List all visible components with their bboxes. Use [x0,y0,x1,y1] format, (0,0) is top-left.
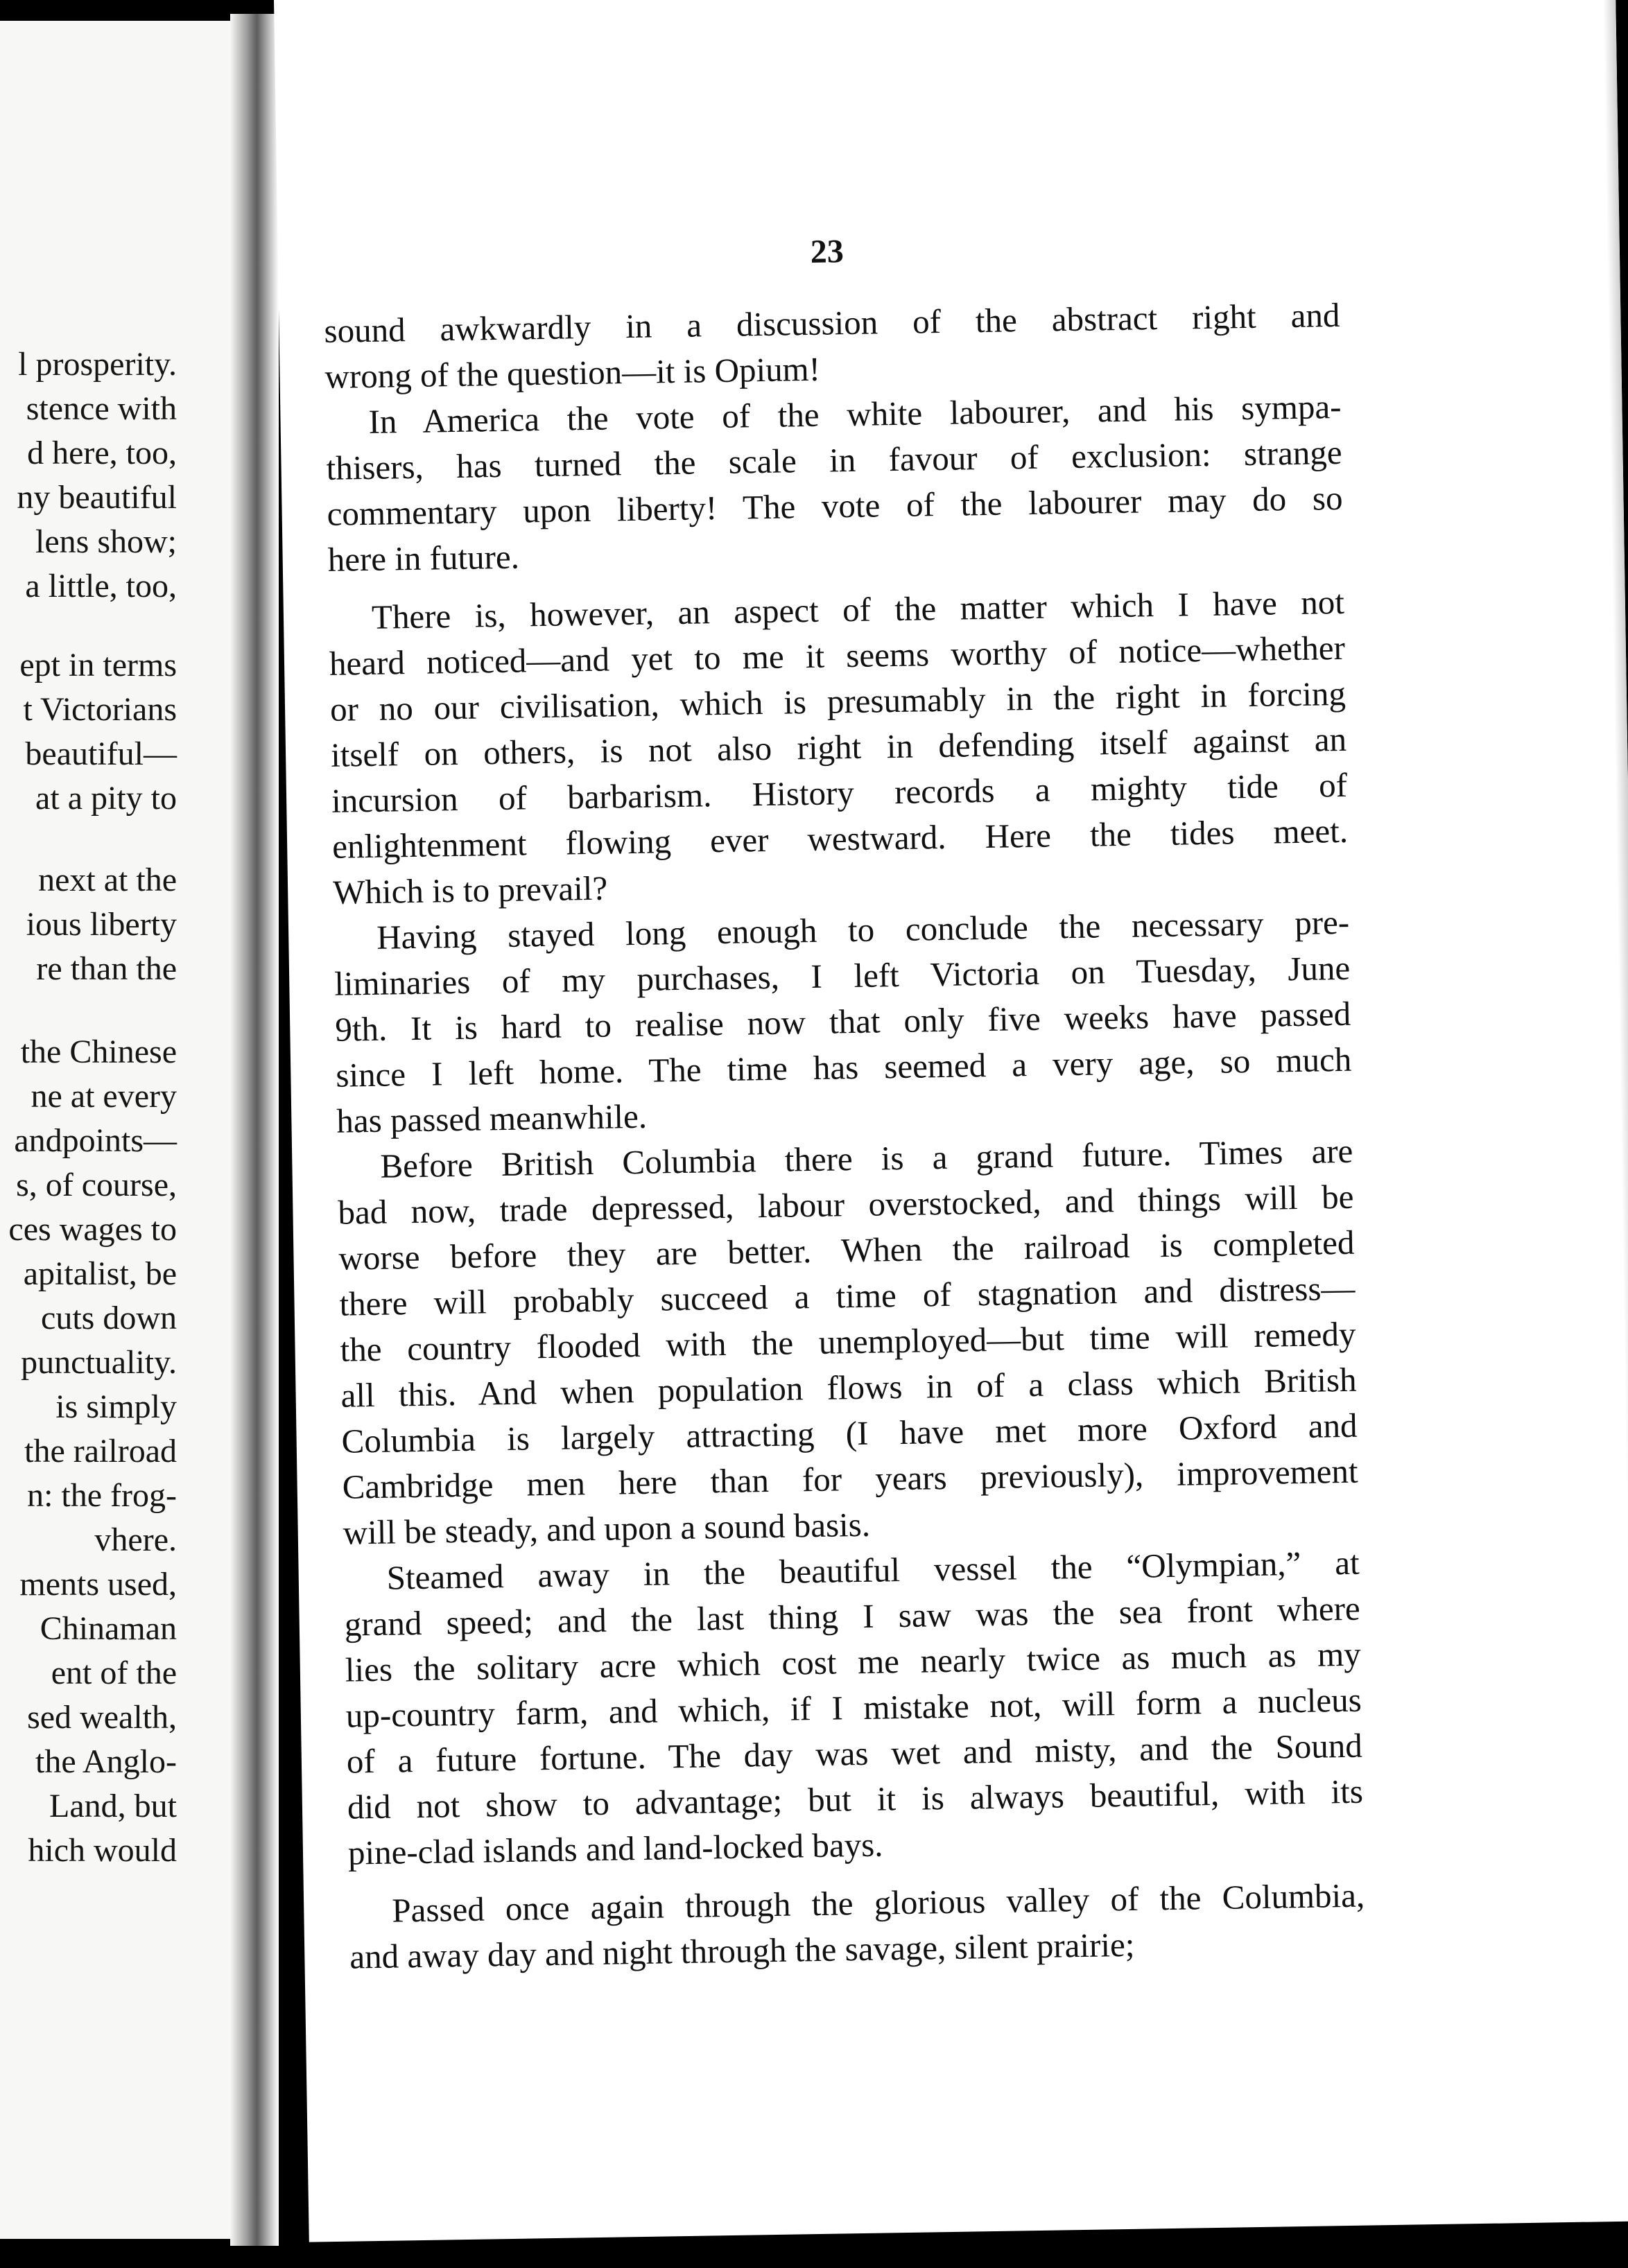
left-page-line: andpoints— [14,1122,177,1159]
left-page-line: ept in terms [19,647,177,683]
text-line: In America the vote of the white labourer, and his sympa- [368,387,1342,441]
left-page-line: Chinaman [40,1610,177,1647]
left-page-line: the Anglo- [35,1743,177,1780]
text-line: up-country farm, and which, if I mistake not, will form a nucleus [345,1680,1362,1735]
text-line: Which is to prevail? [332,869,608,911]
left-page-line: vhere. [94,1521,177,1558]
text-line: itself on others, is not also right in defending itself against an [330,719,1347,774]
page-body-text [324,293,1366,1980]
left-page-line: lens show; [35,523,177,560]
text-line: did not show to advantage; but it is always beautiful, with its [347,1772,1364,1826]
left-page-line: n: the frog- [27,1477,177,1514]
text-line: thisers, has turned the scale in favour of exclusion: strange [326,433,1342,487]
page-edge-shadow [1603,0,1628,2221]
page-number: 23 [810,233,845,270]
text-line: Having stayed long enough to conclude the necessary pre- [376,902,1350,957]
left-page-line: the Chinese [20,1033,177,1070]
left-page-line: ments used, [19,1566,177,1603]
left-page-line: ent of the [51,1655,177,1691]
left-page-line: punctuality. [21,1344,177,1381]
text-line: all this. And when population flows in of a class which British [340,1360,1357,1415]
left-page-line: next at the [38,862,177,898]
left-page-line: ny beautiful [17,479,177,516]
left-page-line: beautiful— [25,735,177,772]
text-line: Steamed away in the beautiful vessel the “Olympian,” at [386,1543,1360,1597]
text-line: there will probably succeed a time of stagnation and distress— [339,1268,1356,1323]
text-line: incursion of barbarism. History records a mighty tide of [331,765,1348,820]
text-line: wrong of the question—it is Opium! [324,349,821,396]
left-page-line: stence with [26,390,177,427]
left-page-line: hich would [28,1832,177,1869]
text-line: Cambridge men here than for years previously), improvement [342,1451,1358,1506]
text-line: heard noticed—and yet to me it seems worthy of notice—whether [329,628,1346,683]
text-line: pine-clad islands and land-locked bays. [347,1825,883,1872]
text-line: commentary upon liberty! The vote of the labourer may do so [327,478,1343,533]
text-line: the country flooded with the unemployed—but time will remedy [340,1314,1356,1369]
book-gutter [230,14,279,2246]
text-line: worse before they are better. When the railroad is completed [338,1223,1355,1277]
text-line: Columbia is largely attracting (I have met more Oxford and [341,1406,1358,1460]
text-line: here in future. [327,537,520,579]
left-page [0,21,239,2239]
text-line: There is, however, an aspect of the matter which I have not [371,582,1345,636]
left-page-line: ces wages to [8,1211,177,1248]
text-line: bad now, trade depressed, labour overstocked, and things will be [338,1177,1354,1232]
text-line: 9th. It is hard to realise now that only five weeks have passed [334,994,1351,1049]
text-line: grand speed; and the last thing I saw was the sea front where [344,1589,1361,1643]
left-page-line: is simply [55,1388,177,1425]
text-line: and away day and night through the savage, silent prairie; [349,1925,1135,1976]
text-line: or no our civilisation, which is presumably in the right in forcing [329,674,1346,729]
right-page [274,0,1628,2242]
text-line: will be steady, and upon a sound basis. [343,1505,871,1552]
left-page-line: Land, but [49,1788,177,1824]
text-line: lies the solitary acre which cost me nearly twice as much as my [345,1634,1362,1689]
left-page-line: s, of course, [16,1167,177,1203]
text-line: sound awkwardly in a discussion of the abstract right and [324,295,1340,350]
text-line: since I left home. The time has seemed a very age, so much [335,1040,1352,1094]
left-page-line: l prosperity. [18,346,177,383]
text-line: liminaries of my purchases, I left Victoria on Tuesday, June [334,948,1351,1003]
text-line: Before British Columbia there is a grand future. Times are [380,1131,1353,1185]
left-page-line: ious liberty [26,906,177,943]
left-page-line: cuts down [41,1300,177,1336]
text-line: of a future fortune. The day was wet and misty, and the Sound [346,1726,1363,1781]
text-line: enlightenment flowing ever westward. Here the tides meet. [331,811,1349,866]
left-page-line: a little, too, [25,568,177,604]
text-line: Passed once again through the glorious valley of the Columbia, [391,1876,1365,1930]
left-page-line: t Victorians [23,691,177,728]
left-page-line: ne at every [31,1078,177,1115]
left-page-line: apitalist, be [23,1255,177,1292]
left-page-line: sed wealth, [27,1699,177,1736]
left-page-line: the railroad [24,1433,177,1469]
left-page-line: at a pity to [35,780,177,817]
text-line: has passed meanwhile. [336,1097,648,1140]
left-page-line: d here, too, [27,435,177,471]
left-page-line: re than the [36,950,177,987]
